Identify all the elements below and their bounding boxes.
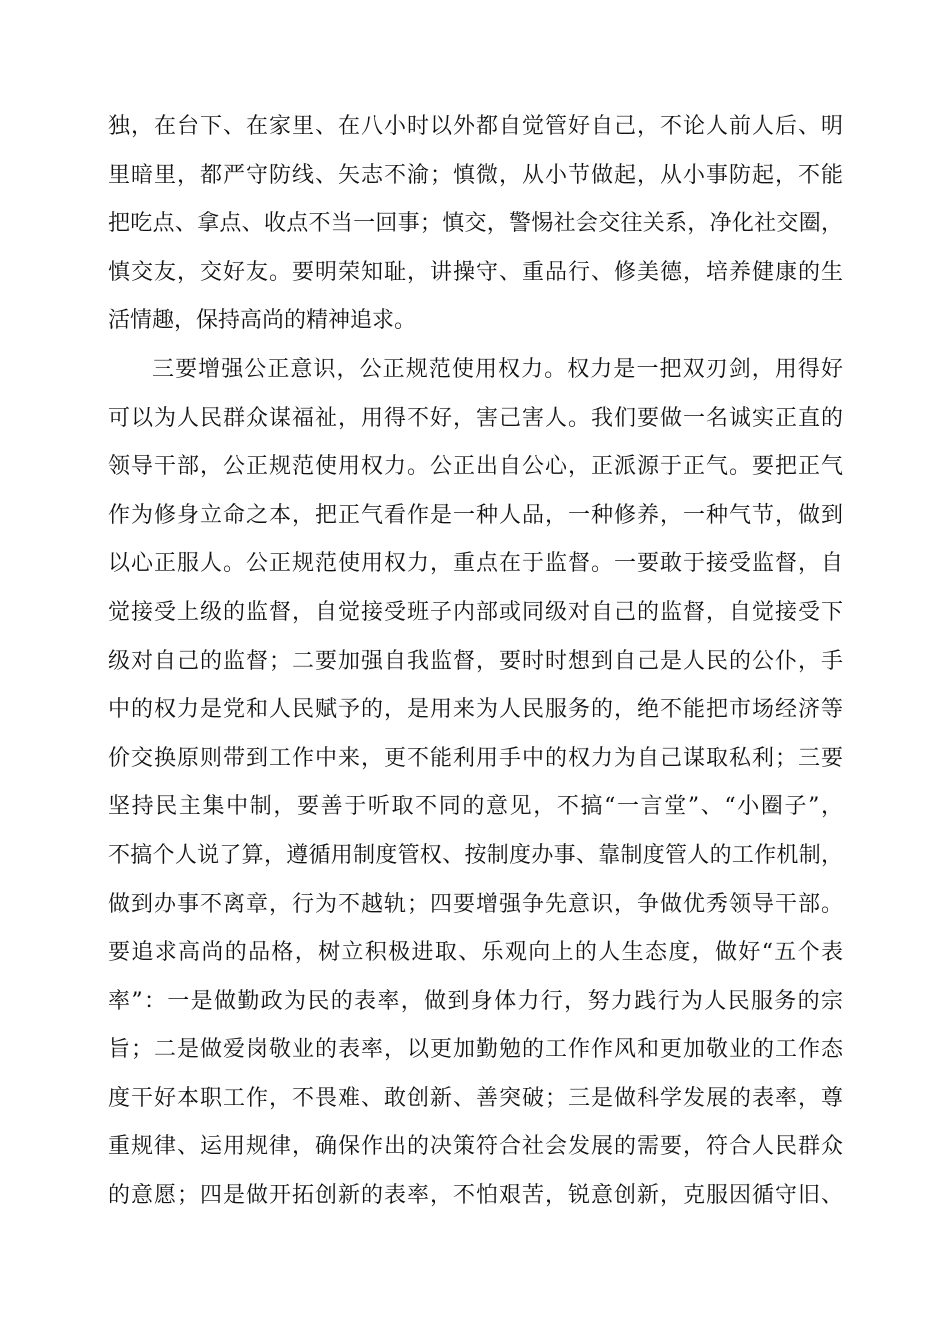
text-line: 率”：一是做勤政为民的表率，做到身体力行，努力践行为人民服务的宗 [108, 988, 843, 1014]
paragraph-end-line: 活情趣，保持高尚的精神追求。 [108, 308, 417, 334]
text-line: 度干好本职工作，不畏难、敢创新、善突破；三是做科学发展的表率，尊 [108, 1085, 843, 1111]
text-line: 以心正服人。公正规范使用权力，重点在于监督。一要敢于接受监督，自 [108, 551, 843, 577]
paragraph-first-line: 三要增强公正意识，公正规范使用权力。权力是一把双刃剑，用得好 [152, 356, 843, 382]
text-line: 觉接受上级的监督，自觉接受班子内部或同级对自己的监督，自觉接受下 [108, 599, 843, 625]
text-line: 把吃点、拿点、收点不当一回事；慎交，警惕社会交往关系，净化社交圈， [108, 211, 843, 237]
text-line: 价交换原则带到工作中来，更不能利用手中的权力为自己谋取私利；三要 [108, 745, 843, 771]
text-line: 坚持民主集中制，要善于听取不同的意见，不搞“一言堂”、“小圈子”， [108, 794, 843, 820]
text-line: 不搞个人说了算，遵循用制度管权、按制度办事、靠制度管人的工作机制， [108, 842, 843, 868]
text-line: 慎交友，交好友。要明荣知耻，讲操守、重品行、修美德，培养健康的生 [108, 259, 843, 285]
text-line: 可以为人民群众谋福祉，用得不好，害己害人。我们要做一名诚实正直的 [108, 405, 843, 431]
text-line: 作为修身立命之本，把正气看作是一种人品，一种修养，一种气节，做到 [108, 502, 843, 528]
text-line: 领导干部，公正规范使用权力。公正出自公心，正派源于正气。要把正气 [108, 454, 843, 480]
text-line: 中的权力是党和人民赋予的，是用来为人民服务的，绝不能把市场经济等 [108, 697, 843, 723]
body-text [108, 103, 843, 1221]
text-line: 独，在台下、在家里、在八小时以外都自觉管好自己，不论人前人后、明 [108, 114, 843, 139]
text-line: 要追求高尚的品格，树立积极进取、乐观向上的人生态度，做好“五个表 [108, 940, 843, 966]
text-line: 级对自己的监督；二要加强自我监督，要时时想到自己是人民的公仆，手 [108, 648, 843, 674]
text-line: 做到办事不离章，行为不越轨；四要增强争先意识，争做优秀领导干部。 [108, 891, 843, 917]
text-line: 里暗里，都严守防线、矢志不渝；慎微，从小节做起，从小事防起，不能 [108, 162, 843, 188]
text-line: 旨；二是做爱岗敬业的表率，以更加勤勉的工作作风和更加敬业的工作态 [108, 1037, 843, 1063]
text-line: 的意愿；四是做开拓创新的表率，不怕艰苦，锐意创新，克服因循守旧、 [108, 1183, 843, 1209]
text-line: 重规律、运用规律，确保作出的决策符合社会发展的需要，符合人民群众 [108, 1134, 843, 1160]
